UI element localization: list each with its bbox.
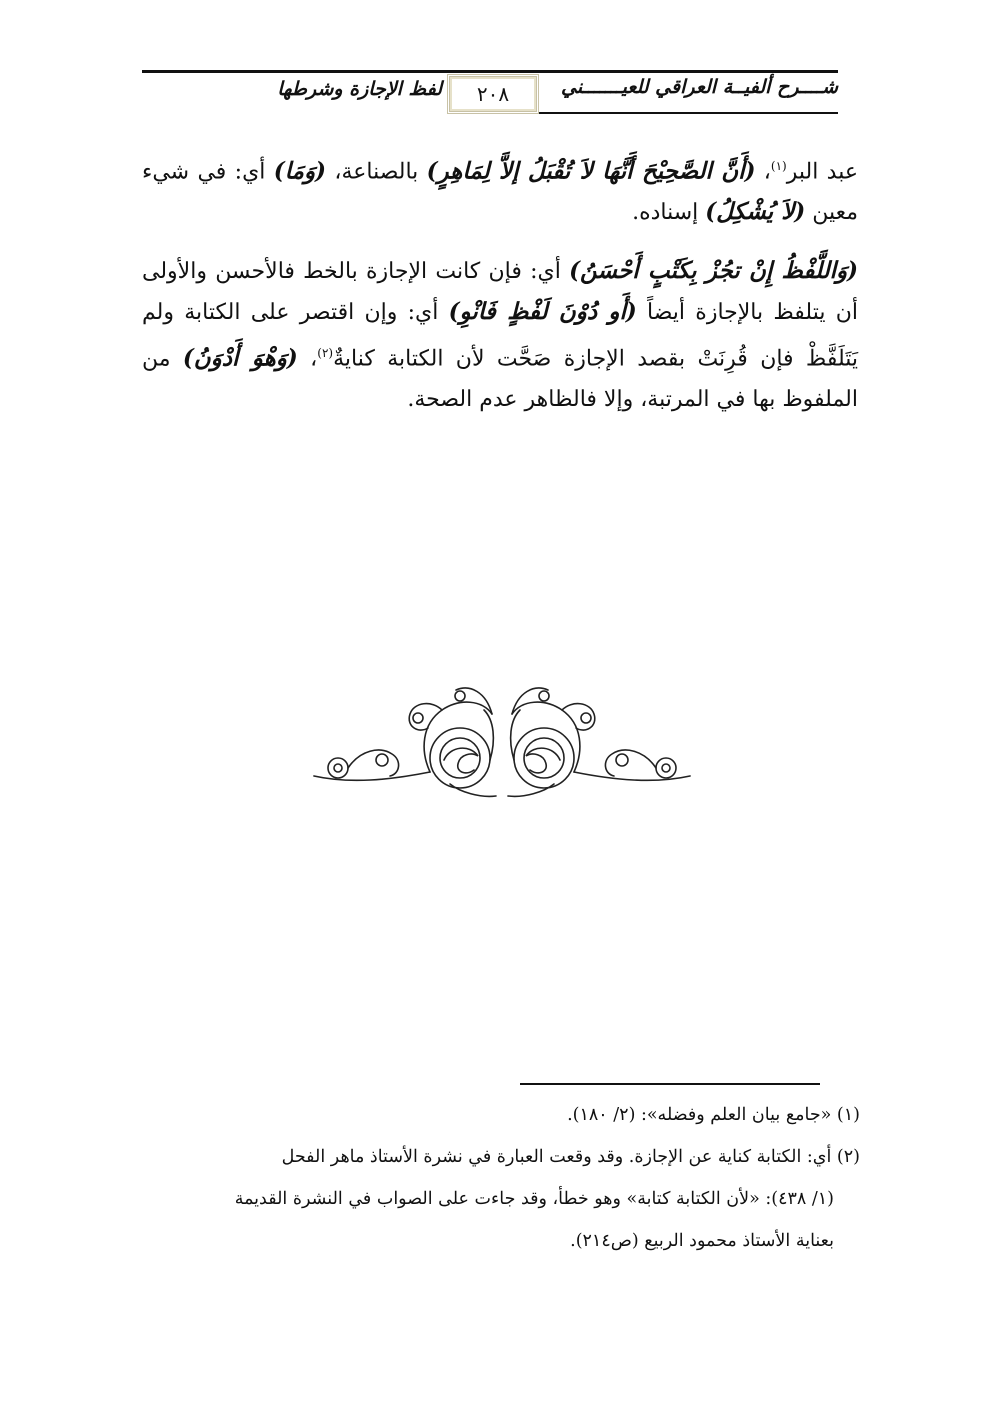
footnote-2-line-3: بعناية الأستاذ محمود الربيع (ص٢١٤). bbox=[570, 1231, 834, 1251]
footnotes bbox=[142, 1094, 860, 1262]
p1-text-2: ، bbox=[755, 159, 771, 185]
p1-verse-3: (لاَ يُشْكِلُ) bbox=[705, 198, 806, 226]
p2-verse-2: (أَو دُوْنَ لَفْظٍ فَانْوِ) bbox=[448, 298, 637, 326]
p1-text-4: أي: في شيء معين bbox=[142, 159, 858, 226]
p2-verse-1: (وَاللَّفْظُ إِنْ تجُزْ بِكَتْبٍ أَحْسَنُ) bbox=[569, 257, 858, 285]
running-header bbox=[142, 74, 838, 114]
p2-text-4: من الملفوظ بها في المرتبة، وإلا فالظاهر عدم الصحة. bbox=[142, 346, 858, 412]
floral-ornament-icon bbox=[310, 680, 694, 802]
page-number: ٢٠٨ bbox=[447, 74, 539, 114]
p2-text-1: أي: فإن كانت الإجازة بالخط فالأحسن والأولى أن يتلفظ بالإجازة أيضاً bbox=[142, 259, 858, 326]
main-text bbox=[142, 146, 858, 420]
p1-text-1: عبد البر bbox=[786, 159, 858, 185]
footnote-2-line-2: (١/ ٤٣٨): «لأن الكتابة كتابة» وهو خطأ، وقد جاءت على الصواب في النشرة القديمة bbox=[234, 1189, 834, 1209]
p1-text-3: بالصناعة، bbox=[325, 159, 427, 185]
header-chapter-title: لفظ الإجازة وشرطها bbox=[277, 78, 442, 100]
paragraph-2 bbox=[142, 251, 858, 419]
p2-text-3: ، bbox=[297, 346, 318, 372]
p2-text-2: أي: وإن اقتصر على الكتابة ولم يَتَلَفَّظْ فإن قُرِنَتْ بقصد الإجازة صَحَّت لأن الكتابة كنايةٌ bbox=[142, 300, 858, 372]
header-book-underline bbox=[538, 112, 838, 114]
header-top-rule bbox=[142, 70, 838, 73]
footnote-2-line-1: (٢) أي: الكتابة كناية عن الإجازة. وقد وقعت العبارة في نشرة الأستاذ ماهر الفحل bbox=[281, 1147, 860, 1167]
paragraph-1 bbox=[142, 146, 858, 233]
ornament-right-half bbox=[508, 688, 690, 796]
ornament-left-half bbox=[314, 688, 496, 796]
footnote-separator bbox=[520, 1083, 820, 1085]
header-book-title: شــــرح ألفيــة العراقي للعيـــــــني bbox=[561, 76, 838, 98]
p1-verse-2: (وَمَا) bbox=[273, 157, 326, 185]
p1-verse-1: (أَنَّ الصَّحِيْحَ أَنَّهَا لاَ تُقْبَلُ إلاَّ لِمَاهِرٍ) bbox=[426, 157, 756, 185]
p1-text-5: إسناده. bbox=[632, 200, 706, 226]
footnote-1: (١) «جامع بيان العلم وفضله»: (٢/ ١٨٠). bbox=[567, 1105, 860, 1125]
footnote-ref-1: (١) bbox=[770, 159, 787, 173]
p2-verse-3: (وَهْوَ أَدْوَنُ) bbox=[182, 344, 298, 372]
footnote-ref-2: (٢) bbox=[317, 346, 334, 361]
